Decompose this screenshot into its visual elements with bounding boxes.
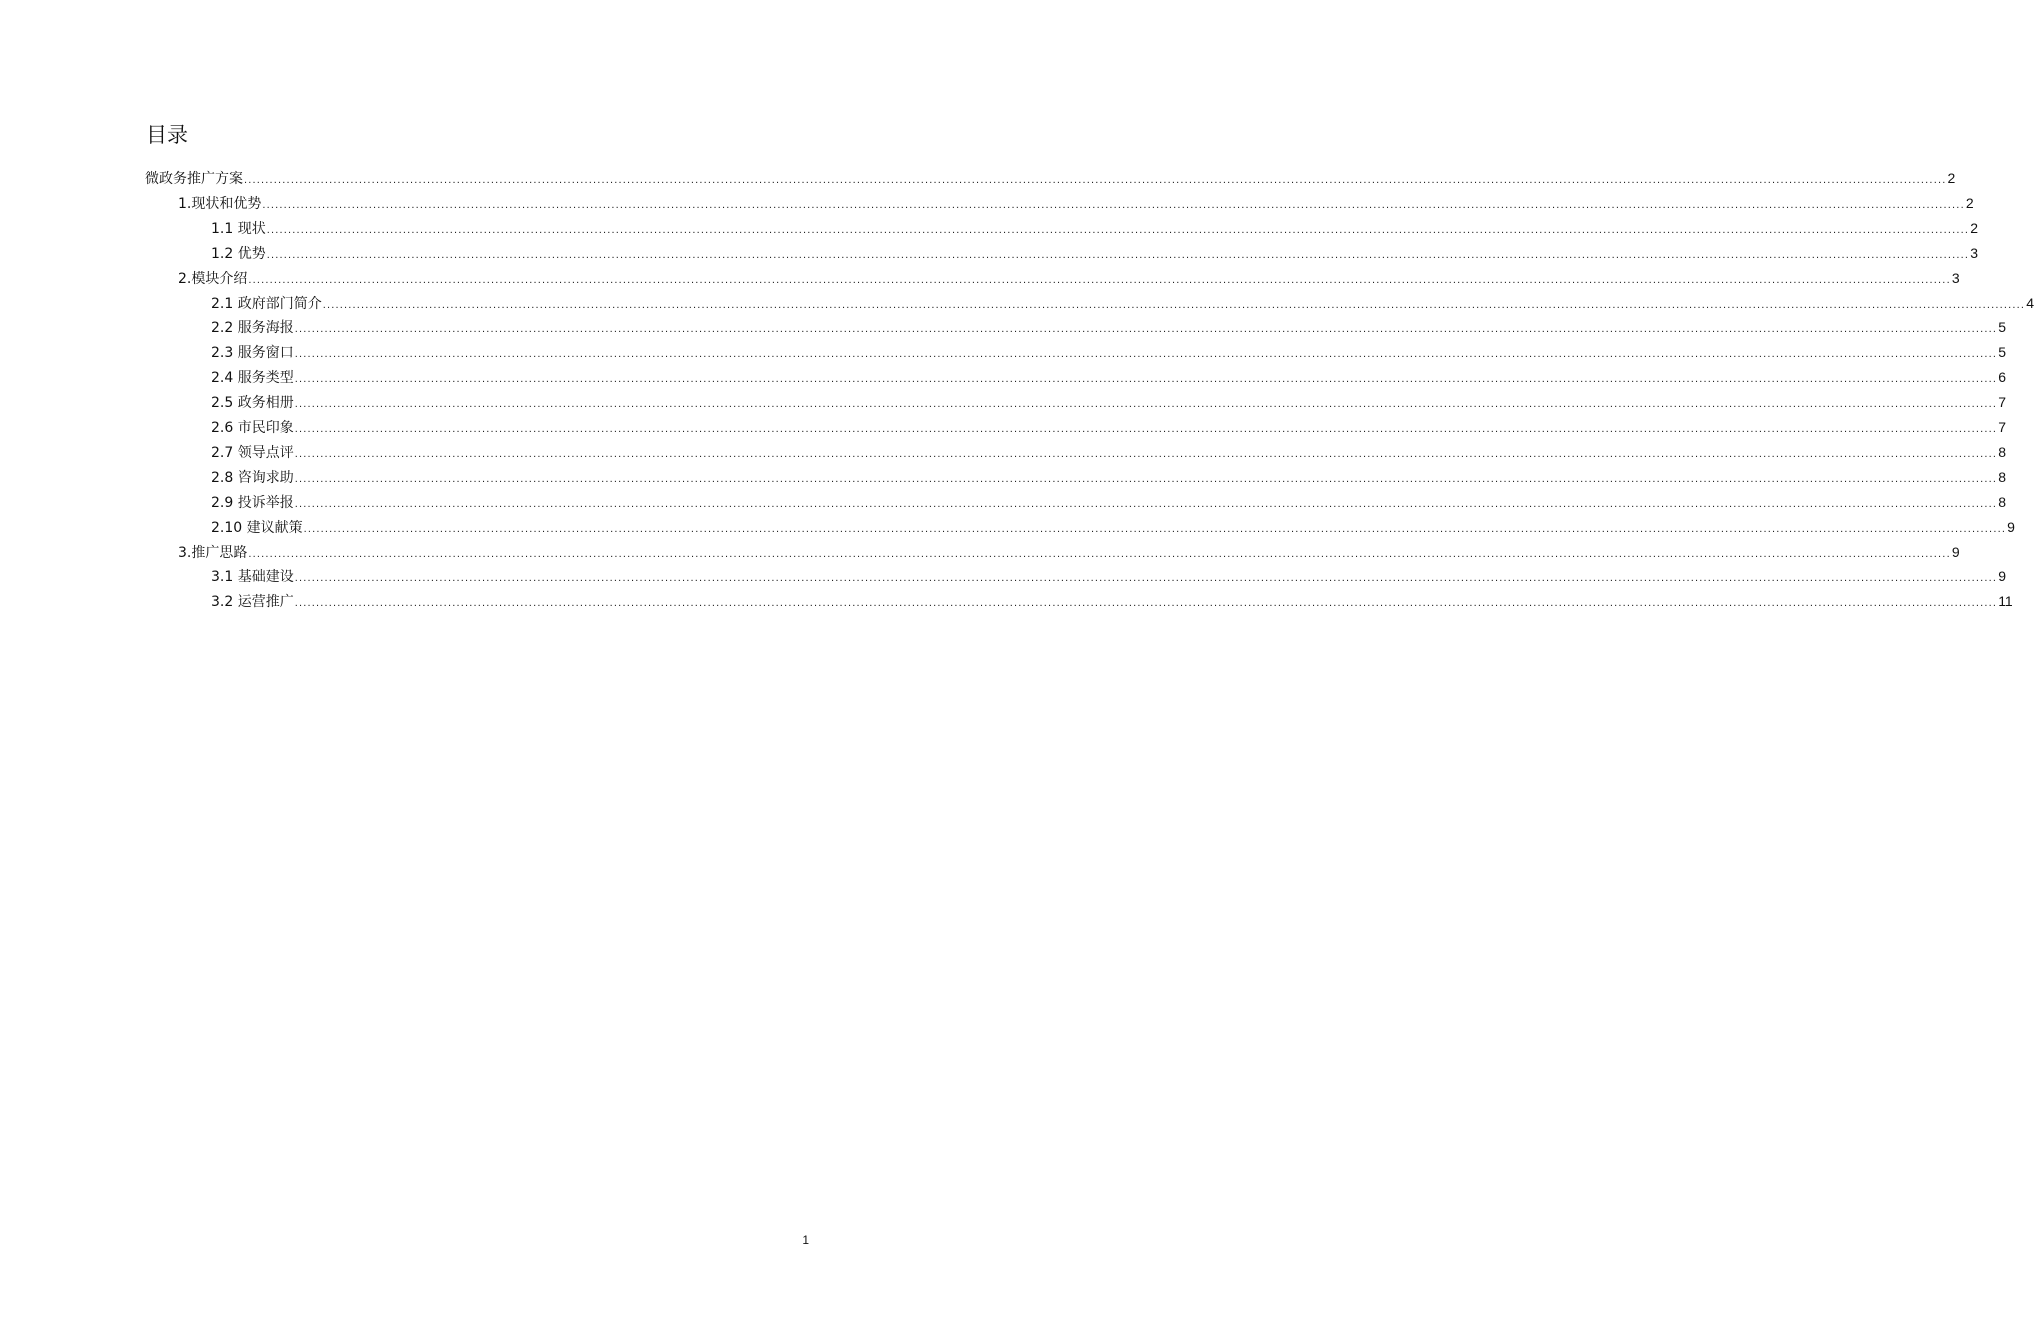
toc-entry-label: 2.9 投诉举报 [211, 494, 294, 511]
toc-entry[interactable] [211, 589, 2013, 614]
toc-entry-page: 5 [1998, 344, 2006, 361]
toc-entry[interactable] [211, 216, 1978, 241]
toc-entry-label: 2.2 服务海报 [211, 320, 294, 337]
toc-entry[interactable] [178, 191, 1974, 216]
toc-dot-leader: ................................................................................................................................................................................................................................................................................................................................................................................................................ [294, 373, 1998, 386]
toc-entry[interactable] [145, 166, 1956, 191]
toc-dot-leader: ................................................................................................................................................................................................................................................................................................................................................................................................................ [294, 597, 1998, 610]
toc-entry[interactable] [211, 564, 2006, 589]
toc-entry[interactable] [211, 390, 2006, 415]
toc-dot-leader: ................................................................................................................................................................................................................................................................................................................................................................................................................ [294, 572, 1998, 585]
toc-entry-label: 1.1 现状 [211, 220, 266, 237]
toc-dot-leader: ................................................................................................................................................................................................................................................................................................................................................................................................................ [244, 174, 1947, 186]
toc-entry[interactable] [211, 291, 2034, 316]
toc-entry-label: 2.6 市民印象 [211, 420, 294, 436]
toc-entry-label: 微政务推广方案 [145, 171, 243, 187]
toc-dot-leader: ................................................................................................................................................................................................................................................................................................................................................................................................................ [294, 497, 1998, 510]
toc-entry-page: 9 [2007, 518, 2015, 535]
toc-dot-leader: ................................................................................................................................................................................................................................................................................................................................................................................................................ [248, 547, 1951, 560]
toc-dot-leader: ................................................................................................................................................................................................................................................................................................................................................................................................................ [322, 298, 2026, 311]
toc-entry-page: 6 [1998, 369, 2006, 386]
toc-dot-leader: ................................................................................................................................................................................................................................................................................................................................................................................................................ [294, 323, 1998, 336]
toc-entry-label: 2.3 服务窗口 [211, 345, 294, 362]
toc-entry-page: 2 [1965, 194, 1974, 211]
toc-entry-page: 9 [1951, 543, 1960, 560]
toc-entry[interactable] [211, 415, 2006, 440]
toc-entry-page: 7 [1998, 394, 2006, 411]
toc-entry-label: 3.推广思路 [178, 544, 248, 561]
toc-entry[interactable] [211, 440, 2006, 465]
toc-entry-page: 7 [1998, 419, 2006, 435]
toc-entry-label: 2.7 领导点评 [211, 444, 294, 461]
toc-dot-leader: ................................................................................................................................................................................................................................................................................................................................................................................................................ [294, 423, 1998, 435]
toc-dot-leader: ................................................................................................................................................................................................................................................................................................................................................................................................................ [294, 472, 1998, 485]
toc-dot-leader: ................................................................................................................................................................................................................................................................................................................................................................................................................ [266, 223, 1970, 236]
toc-entry-page: 2 [1947, 170, 1956, 186]
toc-entry[interactable] [211, 315, 2006, 340]
toc-entry-label: 2.5 政务相册 [211, 395, 294, 412]
toc-entry[interactable] [211, 465, 2006, 490]
toc-entry-page: 4 [2026, 294, 2034, 311]
toc-entry-label: 2.10 建议献策 [211, 519, 303, 536]
toc-entry[interactable] [211, 365, 2006, 390]
toc-dot-leader: ................................................................................................................................................................................................................................................................................................................................................................................................................ [262, 198, 1965, 211]
toc-entry[interactable] [178, 540, 1960, 565]
toc-entry-page: 11 [1998, 593, 2013, 610]
toc-entry-page: 5 [1998, 319, 2006, 336]
toc-entry-page: 3 [1951, 269, 1960, 286]
toc-entry-label: 2.1 政府部门简介 [211, 295, 322, 312]
toc-entry-page: 9 [1998, 568, 2006, 585]
toc-entry[interactable] [211, 340, 2006, 365]
toc-entry-label: 2.4 服务类型 [211, 370, 294, 387]
toc-entry-page: 8 [1998, 443, 2006, 460]
toc-dot-leader: ................................................................................................................................................................................................................................................................................................................................................................................................................ [294, 447, 1998, 460]
toc-dot-leader: ................................................................................................................................................................................................................................................................................................................................................................................................................ [266, 248, 1970, 261]
page-number: 1 [802, 1233, 809, 1247]
toc-entry-page: 2 [1970, 219, 1978, 236]
toc-title: 目录 [146, 123, 188, 147]
toc-entry[interactable] [211, 515, 2015, 540]
toc-entry-label: 1.2 优势 [211, 245, 266, 262]
toc-entry-page: 8 [1998, 468, 2006, 485]
toc-entry-page: 3 [1970, 244, 1978, 261]
toc-entry-label: 2.8 咨询求助 [211, 469, 294, 486]
toc-entry-page: 8 [1998, 493, 2006, 510]
toc-dot-leader: ................................................................................................................................................................................................................................................................................................................................................................................................................ [303, 522, 2007, 535]
toc-dot-leader: ................................................................................................................................................................................................................................................................................................................................................................................................................ [294, 348, 1998, 361]
toc-entry-label: 3.1 基础建设 [211, 569, 294, 586]
toc-dot-leader: ................................................................................................................................................................................................................................................................................................................................................................................................................ [248, 273, 1951, 286]
toc-entry-label: 2.模块介绍 [178, 270, 248, 287]
toc-entry[interactable] [211, 241, 1978, 266]
toc-entry[interactable] [178, 266, 1960, 291]
toc-entry[interactable] [211, 490, 2006, 515]
toc-entry-label: 1.现状和优势 [178, 195, 262, 212]
toc-entry-label: 3.2 运营推广 [211, 594, 294, 611]
toc-dot-leader: ................................................................................................................................................................................................................................................................................................................................................................................................................ [294, 398, 1998, 411]
